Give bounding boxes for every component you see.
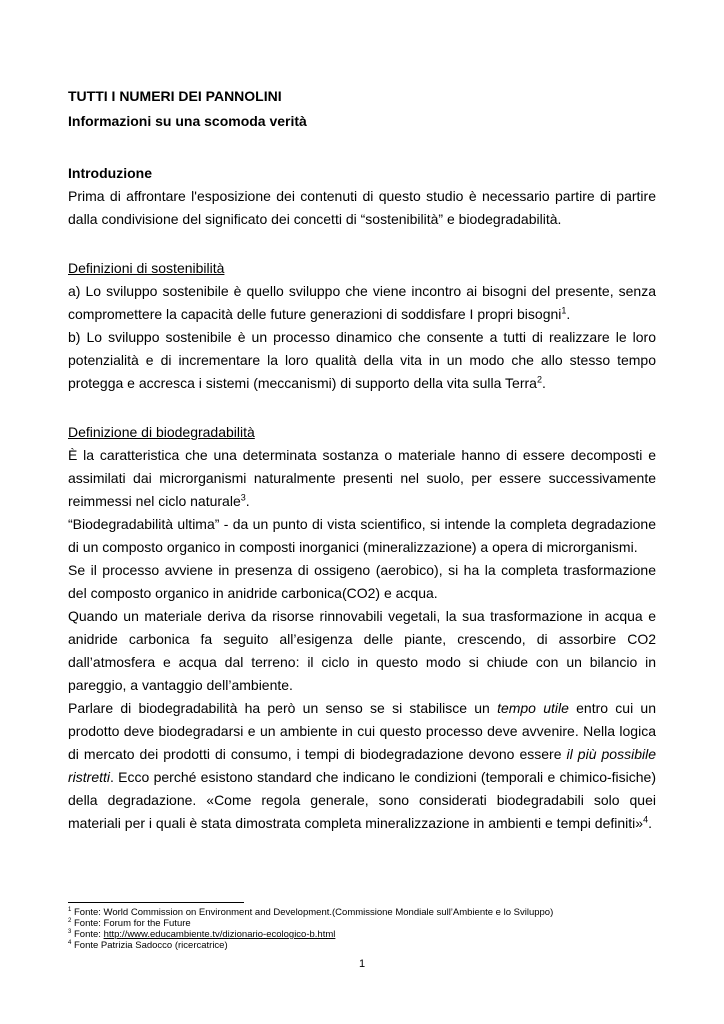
- document-subtitle: Informazioni su una scomoda verità: [68, 113, 307, 129]
- footnote-ref-1: 1: [561, 305, 567, 316]
- page-number: 1: [358, 958, 366, 970]
- intro-heading: Introduzione: [68, 165, 152, 181]
- footnote-ref-3: 3: [240, 492, 246, 503]
- biodegradability-paragraph-4: Quando un materiale deriva da risorse rinnovabili vegetali, la sua trasformazione in acqua e anidride carbonica fa seguito all’esigenza delle piante, crescendo, di assorbire CO2 dall’atmosfera e acqua dal terreno: il ciclo in questo modo si chiude con un bilancio in pareggio, a vantaggio dell’ambiente.: [68, 608, 656, 693]
- footnote-1: $^1$ Fonte: World Commission on Environment and Development.(Commissione Mondiale sull’Ambiente e lo Sviluppo): [68, 906, 554, 918]
- sustainability-heading: Definizioni di sostenibilità: [68, 260, 225, 276]
- sustainability-definition-b: b) Lo sviluppo sostenibile è un processo dinamico che consente a tutti di realizzare le loro potenzialità e di incrementare la loro qualità della vita in un modo che allo stesso tempo protegga e accresca i sistemi (meccanismi) di supporto della vita sulla Terra$^2$.: [68, 329, 656, 391]
- emphasis-tempo-utile: tempo utile: [497, 700, 569, 716]
- biodegradability-paragraph-1: È la caratteristica che una determinata sostanza o materiale hanno di essere decomposti e assimilati dai microrganismi naturalmente presenti nel suolo, per essere successivamente reimmessi nel ciclo naturale$^3$.: [68, 447, 656, 509]
- footnote-2: $^2$ Fonte: Forum for the Future: [68, 917, 191, 929]
- footnote-3: $^3$ Fonte: http://www.educambiente.tv/dizionario-ecologico-b.html: [68, 928, 336, 940]
- footnote-ref-2: 2: [536, 374, 542, 385]
- sustainability-definition-a: a) Lo sviluppo sostenibile è quello sviluppo che viene incontro ai bisogni del presente, senza compromettere la capacità delle future generazioni di soddisfare I propri bisogni$^1$.: [68, 283, 656, 322]
- document-body: [68, 86, 656, 835]
- biodegradability-heading: Definizione di biodegradabilità: [68, 424, 255, 440]
- biodegradability-paragraph-2: “Biodegradabilità ultima” - da un punto di vista scientifico, si intende la completa degradazione di un composto organico in composti inorganici (mineralizzazione) a opera di microrganismi.: [68, 516, 656, 555]
- biodegradability-paragraph-3: Se il processo avviene in presenza di ossigeno (aerobico), si ha la completa trasformazione del composto organico in anidride carbonica(CO2) e acqua.: [68, 562, 656, 601]
- footnote-4: $^4$ Fonte Patrizia Sadocco (ricercatrice): [68, 939, 228, 951]
- footnote-separator: [68, 902, 244, 903]
- emphasis-ristretti: il più possibile ristretti: [68, 746, 656, 785]
- document-title: TUTTI I NUMERI DEI PANNOLINI: [68, 88, 282, 104]
- footnote-source-link[interactable]: http://www.educambiente.tv/dizionario-ecologico-b.html: [103, 929, 336, 940]
- intro-paragraph: Prima di affrontare l'esposizione dei contenuti di questo studio è necessario partire di partire dalla condivisione del significato dei concetti di “sostenibilità” e biodegradabilità.: [68, 188, 656, 227]
- footnote-ref-4: 4: [643, 814, 649, 825]
- footnotes: [68, 907, 668, 951]
- biodegradability-paragraph-5: Parlare di biodegradabilità ha però un senso se si stabilisce un tempo utile entro cui un prodotto deve biodegradarsi e un ambiente in cui questo processo deve avvenire. Nella logica di mercato dei prodotti di consumo, i tempi di biodegradazione devono essere il più possibile ristretti. Ecco perché esistono standard che indicano le condizioni (temporali e chimico-fisiche) della degradazione. «Come regola generale, sono considerati biodegradabili solo quei materiali per i quali è stata dimostrata completa mineralizzazione in ambienti e tempi definiti»$^4$.: [68, 700, 656, 831]
